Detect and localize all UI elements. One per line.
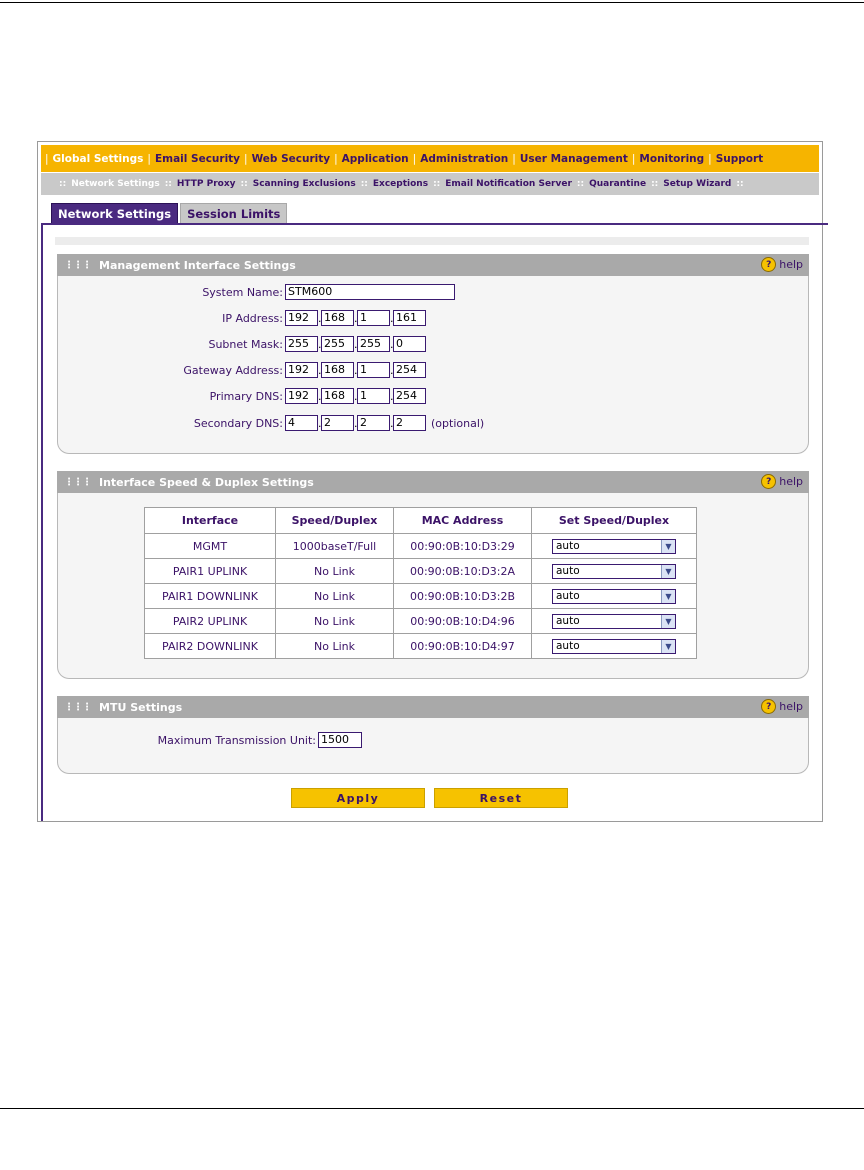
- router-admin-window: [37, 141, 823, 822]
- duplex-settings-panel: [57, 471, 809, 679]
- mac-address-value: 00:90:0B:10:D4:97: [394, 634, 532, 659]
- ip-octet-3[interactable]: 1: [357, 310, 390, 326]
- interface-name: MGMT: [145, 534, 276, 559]
- nav-separator: |: [631, 152, 636, 165]
- ip-octet-4[interactable]: 161: [393, 310, 426, 326]
- secondary-dns-row: [58, 415, 484, 431]
- help-label: help: [779, 700, 803, 713]
- subnav-separator: ::: [576, 179, 585, 189]
- speed-duplex-value: 1000baseT/Full: [276, 534, 394, 559]
- mtu-panel-title: MTU Settings: [99, 700, 183, 714]
- mtu-label: Maximum Transmission Unit:: [157, 733, 316, 747]
- table-row: [145, 534, 697, 559]
- sub-nav: [41, 173, 819, 195]
- primary-dns-octet-1[interactable]: 192: [285, 388, 318, 404]
- page-top-rule: [0, 2, 864, 3]
- tab-network-settings[interactable]: Network Settings: [51, 203, 178, 224]
- speed-duplex-value: No Link: [276, 559, 394, 584]
- mask-octet-1[interactable]: 255: [285, 336, 318, 352]
- octet-dot: .: [354, 416, 358, 430]
- octet-dot: .: [354, 337, 358, 351]
- table-row: [145, 609, 697, 634]
- gateway-label: Gateway Address:: [183, 363, 283, 377]
- sub-nav-exceptions[interactable]: Exceptions: [372, 179, 429, 189]
- main-nav-support[interactable]: Support: [715, 152, 764, 165]
- octet-dot: .: [318, 337, 322, 351]
- tab-strip: [51, 203, 289, 224]
- gateway-row: [58, 362, 426, 378]
- system-name-input[interactable]: STM600: [285, 284, 455, 300]
- octet-dot: .: [354, 389, 358, 403]
- management-panel-header: [57, 254, 809, 276]
- chevron-down-icon[interactable]: ▼: [661, 540, 675, 553]
- gateway-octet-4[interactable]: 254: [393, 362, 426, 378]
- subnav-separator: ::: [59, 179, 67, 189]
- interface-name: PAIR1 DOWNLINK: [145, 584, 276, 609]
- table-row: [145, 584, 697, 609]
- octet-dot: .: [318, 363, 322, 377]
- main-nav-administration[interactable]: Administration: [420, 152, 509, 165]
- col-interface: Interface: [145, 508, 276, 534]
- secondary-dns-octet-3[interactable]: 2: [357, 415, 390, 431]
- gateway-octet-2[interactable]: 168: [321, 362, 354, 378]
- speed-duplex-select[interactable]: [552, 564, 676, 579]
- duplex-panel-title: Interface Speed & Duplex Settings: [99, 475, 314, 489]
- select-value: auto: [556, 615, 580, 627]
- set-speed-cell: [532, 634, 697, 659]
- reset-button[interactable]: Reset: [434, 788, 568, 808]
- ip-address-label: IP Address:: [222, 311, 283, 325]
- subnet-mask-row: [58, 336, 426, 352]
- primary-dns-label: Primary DNS:: [209, 389, 283, 403]
- mtu-input[interactable]: 1500: [318, 732, 362, 748]
- management-help-link[interactable]: [761, 257, 803, 272]
- optional-note: (optional): [431, 416, 485, 430]
- table-header-row: [145, 508, 697, 534]
- chevron-down-icon[interactable]: ▼: [661, 640, 675, 653]
- speed-duplex-value: No Link: [276, 584, 394, 609]
- interface-name: PAIR2 UPLINK: [145, 609, 276, 634]
- ip-address-row: [58, 310, 426, 326]
- octet-dot: .: [390, 389, 394, 403]
- col-mac-address: MAC Address: [394, 508, 532, 534]
- octet-dot: .: [318, 389, 322, 403]
- page-bottom-rule: [0, 1108, 864, 1109]
- help-icon: ?: [761, 257, 776, 272]
- apply-button[interactable]: Apply: [291, 788, 425, 808]
- help-label: help: [779, 475, 803, 488]
- primary-dns-octet-4[interactable]: 254: [393, 388, 426, 404]
- management-panel-body: [57, 276, 809, 454]
- sub-nav-email-notification-server[interactable]: Email Notification Server: [445, 179, 572, 189]
- content-top-bar: [55, 237, 809, 245]
- help-icon: ?: [761, 699, 776, 714]
- nav-separator: |: [412, 152, 417, 165]
- primary-dns-row: [58, 388, 426, 404]
- set-speed-cell: [532, 609, 697, 634]
- grip-icon: ⋮⋮⋮: [64, 701, 91, 713]
- mac-address-value: 00:90:0B:10:D3:29: [394, 534, 532, 559]
- subnav-separator: ::: [433, 179, 441, 189]
- duplex-panel-body: [57, 493, 809, 679]
- subnav-separator: ::: [360, 179, 368, 189]
- octet-dot: .: [390, 363, 394, 377]
- mtu-settings-panel: [57, 696, 809, 774]
- select-value: auto: [556, 590, 580, 602]
- main-nav-email-security[interactable]: Email Security: [154, 152, 241, 165]
- mtu-help-link[interactable]: [761, 699, 803, 714]
- octet-dot: .: [390, 337, 394, 351]
- system-name-row: [58, 284, 455, 300]
- chevron-down-icon[interactable]: ▼: [661, 590, 675, 603]
- set-speed-cell: [532, 559, 697, 584]
- mask-octet-2[interactable]: 255: [321, 336, 354, 352]
- nav-separator: |: [45, 152, 49, 165]
- octet-dot: .: [354, 363, 358, 377]
- help-label: help: [779, 258, 803, 271]
- subnav-separator: ::: [164, 179, 172, 189]
- grip-icon: ⋮⋮⋮: [64, 476, 91, 488]
- nav-separator: |: [147, 152, 151, 165]
- speed-duplex-value: No Link: [276, 634, 394, 659]
- subnav-separator: ::: [736, 179, 744, 189]
- col-set-speed-duplex: Set Speed/Duplex: [532, 508, 697, 534]
- octet-dot: .: [318, 311, 322, 325]
- sub-nav-quarantine[interactable]: Quarantine: [589, 179, 647, 189]
- gateway-octet-3[interactable]: 1: [357, 362, 390, 378]
- primary-dns-octet-3[interactable]: 1: [357, 388, 390, 404]
- speed-duplex-value: No Link: [276, 609, 394, 634]
- main-nav-user-management[interactable]: User Management: [519, 152, 628, 165]
- ip-octet-1[interactable]: 192: [285, 310, 318, 326]
- interface-name: PAIR1 UPLINK: [145, 559, 276, 584]
- mac-address-value: 00:90:0B:10:D4:96: [394, 609, 532, 634]
- mask-octet-3[interactable]: 255: [357, 336, 390, 352]
- nav-separator: |: [334, 152, 338, 165]
- secondary-dns-octet-1[interactable]: 4: [285, 415, 318, 431]
- select-value: auto: [556, 540, 580, 552]
- sub-nav-scanning-exclusions[interactable]: Scanning Exclusions: [252, 179, 356, 189]
- main-nav-monitoring[interactable]: Monitoring: [639, 152, 705, 165]
- mtu-panel-header: [57, 696, 809, 718]
- mtu-panel-body: [57, 718, 809, 774]
- select-value: auto: [556, 640, 580, 652]
- col-speed-duplex: Speed/Duplex: [276, 508, 394, 534]
- mac-address-value: 00:90:0B:10:D3:2B: [394, 584, 532, 609]
- subnav-separator: ::: [240, 179, 248, 189]
- subnav-separator: ::: [651, 179, 659, 189]
- management-interface-panel: [57, 254, 809, 454]
- speed-duplex-select[interactable]: [552, 589, 676, 604]
- system-name-label: System Name:: [202, 285, 283, 299]
- mac-address-value: 00:90:0B:10:D3:2A: [394, 559, 532, 584]
- main-nav-global-settings[interactable]: Global Settings: [52, 152, 144, 165]
- gateway-octet-1[interactable]: 192: [285, 362, 318, 378]
- octet-dot: .: [390, 311, 394, 325]
- mask-octet-4[interactable]: 0: [393, 336, 426, 352]
- octet-dot: .: [390, 416, 394, 430]
- grip-icon: ⋮⋮⋮: [64, 259, 91, 271]
- help-icon: ?: [761, 474, 776, 489]
- sub-nav-setup-wizard[interactable]: Setup Wizard: [663, 179, 732, 189]
- duplex-table: [144, 507, 697, 659]
- nav-separator: |: [244, 152, 248, 165]
- primary-dns-octet-2[interactable]: 168: [321, 388, 354, 404]
- tab-content: [41, 223, 828, 821]
- ip-octet-2[interactable]: 168: [321, 310, 354, 326]
- mtu-row: [58, 732, 362, 748]
- secondary-dns-label: Secondary DNS:: [193, 416, 283, 430]
- speed-duplex-select[interactable]: [552, 614, 676, 629]
- set-speed-cell: [532, 584, 697, 609]
- duplex-help-link[interactable]: [761, 474, 803, 489]
- select-value: auto: [556, 565, 580, 577]
- set-speed-cell: [532, 534, 697, 559]
- main-nav: [41, 145, 819, 172]
- secondary-dns-octet-2[interactable]: 2: [321, 415, 354, 431]
- speed-duplex-select[interactable]: [552, 539, 676, 554]
- table-row: [145, 559, 697, 584]
- chevron-down-icon[interactable]: ▼: [661, 615, 675, 628]
- subnet-mask-label: Subnet Mask:: [208, 337, 283, 351]
- main-nav-application[interactable]: Application: [341, 152, 409, 165]
- speed-duplex-select[interactable]: [552, 639, 676, 654]
- sub-nav-network-settings[interactable]: Network Settings: [71, 179, 160, 189]
- management-panel-title: Management Interface Settings: [99, 258, 296, 272]
- sub-nav-http-proxy[interactable]: HTTP Proxy: [176, 179, 236, 189]
- main-nav-web-security[interactable]: Web Security: [251, 152, 331, 165]
- octet-dot: .: [354, 311, 358, 325]
- octet-dot: .: [318, 416, 322, 430]
- nav-separator: |: [708, 152, 712, 165]
- duplex-panel-header: [57, 471, 809, 493]
- table-row: [145, 634, 697, 659]
- interface-name: PAIR2 DOWNLINK: [145, 634, 276, 659]
- chevron-down-icon[interactable]: ▼: [661, 565, 675, 578]
- tab-session-limits[interactable]: Session Limits: [180, 203, 287, 224]
- secondary-dns-octet-4[interactable]: 2: [393, 415, 426, 431]
- nav-separator: |: [512, 152, 516, 165]
